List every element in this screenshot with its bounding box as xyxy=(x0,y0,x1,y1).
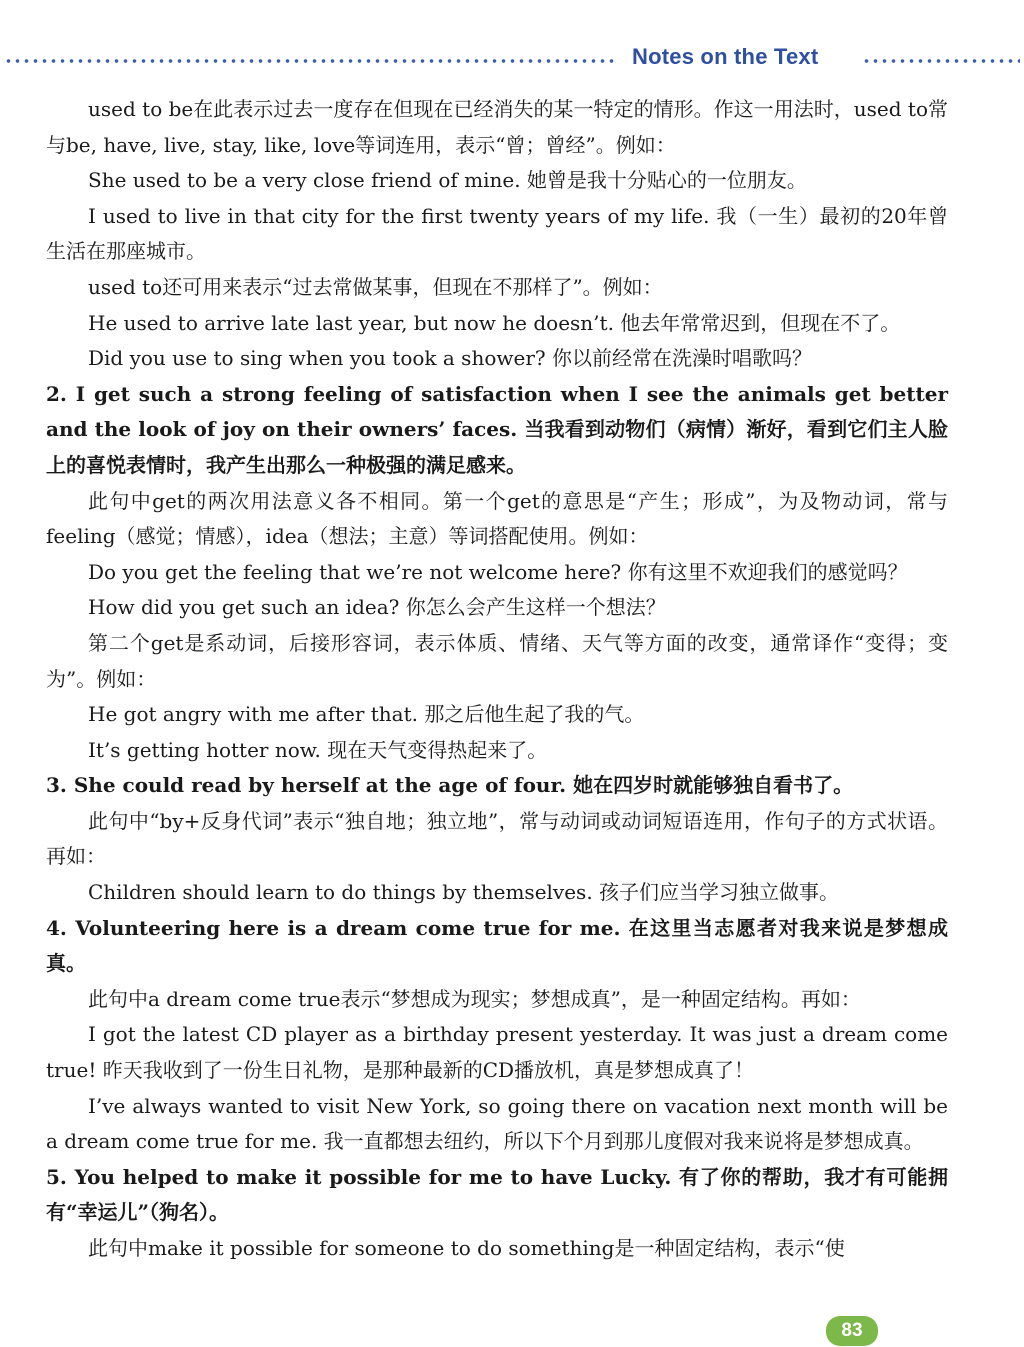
note-heading-3: 3. She could read by herself at the age of four. 她在四岁时就能够独自看书了。 xyxy=(46,773,854,798)
paragraph: 此句中a dream come true表示“梦想成为现实；梦想成真”，是一种固定结构。再如： xyxy=(88,986,861,1011)
note-heading-4: 4. Volunteering here is a dream come true for me. 在这里当志愿者对我来说是梦想成真。 xyxy=(46,915,948,976)
example-sentence: She used to be a very close friend of mine. 她曾是我十分贴心的一位朋友。 xyxy=(88,168,807,193)
note-heading-2: 2. I get such a strong feeling of satisfaction when I see the animals get better and the look of joy on their owners’ faces. 当我看到动物们（病情）渐好，看到它们主人脸上的喜悦表情时，我产生出那么一种极强的满足感来。 xyxy=(46,381,948,477)
example-sentence: I’ve always wanted to visit New York, so going there on vacation next month will be a dream come true for me. 我一直都想去纽约，所以下个月到那儿度假对我来说将是梦想成真。 xyxy=(46,1093,948,1154)
example-sentence: I used to live in that city for the first twenty years of my life. 我（一生）最初的20年曾生活在那座城市。 xyxy=(46,203,948,264)
paragraph: 此句中“by+反身代词”表示“独自地；独立地”，常与动词或动词短语连用，作句子的方式状语。再如： xyxy=(46,808,948,869)
page-number-badge: 83 xyxy=(826,1316,878,1346)
example-sentence: How did you get such an idea? 你怎么会产生这样一个想法？ xyxy=(88,595,666,620)
paragraph: used to be在此表示过去一度存在但现在已经消失的某一特定的情形。作这一用法时，used to常与be, have, live, stay, like, love等词连用，表示“曾；曾经”。例如： xyxy=(46,97,948,157)
example-sentence: Children should learn to do things by themselves. 孩子们应当学习独立做事。 xyxy=(88,880,840,905)
header-dotted-rule-left xyxy=(4,58,618,64)
section-title: Notes on the Text xyxy=(632,44,819,69)
note-heading-5: 5. You helped to make it possible for me to have Lucky. 有了你的帮助，我才有可能拥有“幸运儿”（狗名）。 xyxy=(46,1164,948,1225)
page-header xyxy=(0,42,1024,76)
paragraph: 此句中get的两次用法意义各不相同。第一个get的意思是“产生；形成”，为及物动词，常与feeling（感觉；情感），idea（想法；主意）等词搭配使用。例如： xyxy=(46,488,948,549)
example-sentence: He got angry with me after that. 那之后他生起了我的气。 xyxy=(88,702,645,727)
paragraph: 第二个get是系动词，后接形容词，表示体质、情绪、天气等方面的改变，通常译作“变得；变为”。例如： xyxy=(46,630,948,691)
notes-body xyxy=(46,92,948,1267)
example-sentence: Did you use to sing when you took a shower? 你以前经常在洗澡时唱歌吗？ xyxy=(88,346,812,371)
header-dotted-rule-right xyxy=(862,58,1020,64)
example-sentence: I got the latest CD player as a birthday present yesterday. It was just a dream come true! 昨天我收到了一份生日礼物，是那种最新的CD播放机，真是梦想成真了！ xyxy=(46,1022,948,1083)
paragraph: used to还可用来表示“过去常做某事，但现在不那样了”。例如： xyxy=(88,274,663,299)
example-sentence: Do you get the feeling that we’re not welcome here? 你有这里不欢迎我们的感觉吗？ xyxy=(88,559,908,584)
example-sentence: It’s getting hotter now. 现在天气变得热起来了。 xyxy=(88,737,548,762)
paragraph: 此句中make it possible for someone to do something是一种固定结构，表示“使 xyxy=(88,1236,845,1260)
example-sentence: He used to arrive late last year, but now he doesn’t. 他去年常常迟到，但现在不了。 xyxy=(88,310,901,335)
